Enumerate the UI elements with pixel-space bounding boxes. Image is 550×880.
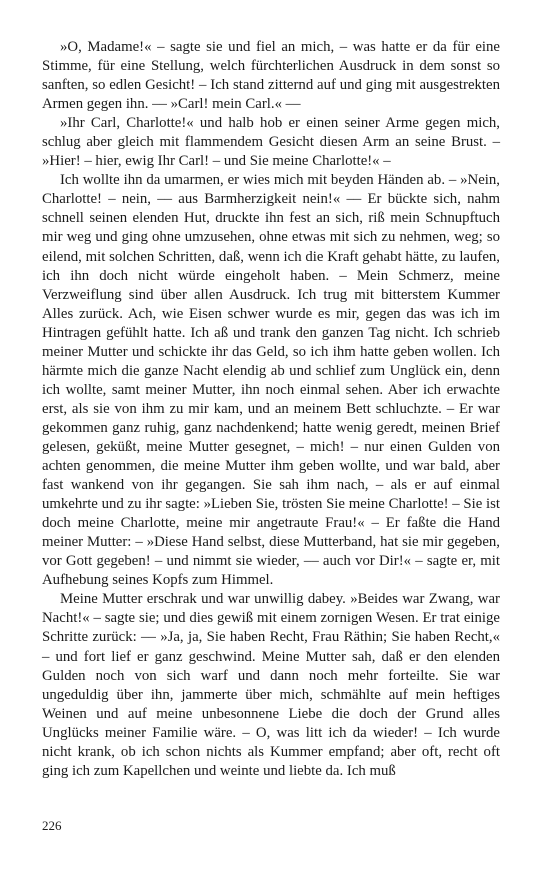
paragraph: Meine Mutter erschrak und war unwillig dabey. »Beides war Zwang, war Nacht!« – sagte sie; und dies gewiß mit einem zornigen Wesen. Er trat einige Schritte zurück: –– »Ja, ja, Sie haben Recht, Frau Räthin; Sie haben Recht,« – und fort lief er ganz geschwind. Meine Mutter sah, daß er den elenden Gulden noch von sich warf und dann noch mehr forteilte. Sie war ungeduldig über ihn, jammerte über mich, schmählte auf mein heftiges Weinen und auf meine unbesonnene Liebe die doch der Grund alles Unglücks meiner Familie wäre. – O, was litt ich da wieder! – Ich wurde nicht krank, ob ich schon nichts als Kummer empfand; aber oft, recht oft ging ich zum Kapellchen und weinte und liebte da. Ich muß [42, 591, 500, 779]
page-number: 226 [42, 818, 62, 833]
page-body [42, 38, 500, 781]
paragraph: »Ihr Carl, Charlotte!« und halb hob er einen seiner Arme gegen mich, schlug aber gleich mit flammendem Gesicht diesen Arm an seine Brust. – »Hier! – hier, ewig Ihr Carl! – und Sie meine Charlotte!« – [42, 115, 500, 170]
paragraph: Ich wollte ihn da umarmen, er wies mich mit beyden Händen ab. – »Nein, Charlotte! – nein, –– aus Barmherzigkeit nein!« –– Er bückte sich, nahm schnell seinen elenden Hut, druckte ihn fest an sich, riß mein Schnupftuch mir weg und ging ohne umzusehen, ohne etwas mit sich zu nehmen, weg; so eilend, mit solchen Schritten, daß, wenn ich die Kraft gehabt hätte, zu laufen, ich ihn doch nicht würde eingeholt haben. – Mein Schmerz, meine Verzweiflung sind über allen Ausdruck. Ich trug mit bitterstem Kummer Alles zurück. Ach, wie Eisen schwer wurde es mir, gegen das was ich im Hintragen gefühlt hatte. Ich aß und trank den ganzen Tag nicht. Ich schrieb meiner Mutter und schickte ihr das Geld, so ich ihm hatte geben wollen. Ich härmte mich die ganze Nacht elendig ab und schlief zum Unglück ein, denn ich wollte, samt meiner Mutter, ihn noch einmal sehen. Aber ich erwachte erst, als sie von ihm zu mir kam, und an meinem Bett schluchzte. – Er war gekommen ganz ruhig, ganz nachdenkend; hatte wenig geredt, meinen Brief gelesen, geküßt, meine Mutter gesegnet, – mich! – nur einen Gulden von achten genommen, die meine Mutter ihm geben wollte, und war bald, aber fast wankend von ihr gegangen. Sie sah ihm nach, – als er auf einmal umkehrte und zu ihr sagte: »Lieben Sie, trösten Sie meine Charlotte! – Sie ist doch meine Charlotte, meine mir angetraute Frau!« – Er faßte die Hand meiner Mutter: – »Diese Hand selbst, diese Mutterband, hat sie mir gegeben, vor Gott gegeben! – und nimmt sie wieder, –– auch vor Dir!« – sagte er, mit Aufhebung seines Kopfs zum Himmel. [42, 172, 500, 589]
paragraph: »O, Madame!« – sagte sie und fiel an mich, – was hatte er da für eine Stimme, für eine Stellung, welch fürchterlichen Ausdruck in dem sonst so sanften, so edlen Gesicht! – Ich stand zitternd auf und ging mit ausgestrekten Armen gegen ihn. –– »Carl! mein Carl.« –– [42, 39, 500, 113]
